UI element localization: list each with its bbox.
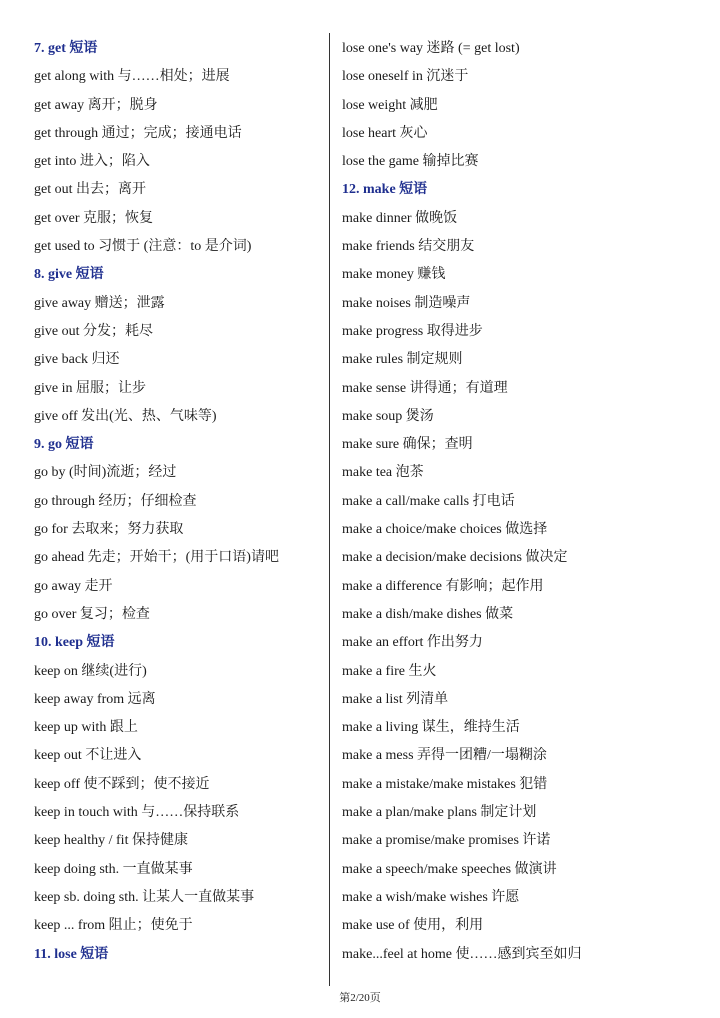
phrase-entry: go by (时间)流逝；经过 xyxy=(34,465,177,481)
phrase-entry: go for 去取来；努力获取 xyxy=(34,522,184,538)
phrase-entry: get along with 与……相处；进展 xyxy=(34,69,230,85)
phrase-entry: go through 经历；仔细检查 xyxy=(34,493,197,509)
phrase-entry: make a promise/make promises 许诺 xyxy=(342,833,551,849)
phrase-entry: lose one's way 迷路 (= get lost) xyxy=(342,41,520,56)
phrase-entry: make a living 谋生，维持生活 xyxy=(342,720,520,736)
phrase-entry: get over 克服；恢复 xyxy=(34,210,153,226)
section-heading: 9. go 短语 xyxy=(34,437,94,453)
phrase-entry: make a dish/make dishes 做菜 xyxy=(342,606,514,622)
phrase-entry: keep in touch with 与……保持联系 xyxy=(34,805,240,821)
phrase-entry: give out 分发；耗尽 xyxy=(34,323,153,339)
phrase-entry: keep out 不让进入 xyxy=(34,748,142,764)
phrase-entry: go over 复习；检查 xyxy=(34,606,150,622)
phrase-entry: keep sb. doing sth. 让某人一直做某事 xyxy=(34,889,255,905)
phrase-entry: keep up with 跟上 xyxy=(34,720,138,736)
section-heading: 8. give 短语 xyxy=(34,267,104,283)
phrase-entry: go ahead 先走；开始干；(用于口语)请吧 xyxy=(34,550,279,566)
phrase-entry: make noises 制造噪声 xyxy=(342,295,471,311)
phrase-entry: lose weight 减肥 xyxy=(342,97,438,113)
column-divider xyxy=(329,33,330,986)
phrase-entry: give away 赠送；泄露 xyxy=(34,295,165,311)
phrase-entry: make a call/make calls 打电话 xyxy=(342,493,515,509)
phrase-entry: get into 进入；陷入 xyxy=(34,154,150,170)
section-heading: 7. get 短语 xyxy=(34,41,98,56)
phrase-entry: keep ... from 阻止；使免于 xyxy=(34,918,193,934)
phrase-entry: get away 离开；脱身 xyxy=(34,97,158,113)
phrase-entry: get through 通过；完成；接通电话 xyxy=(34,125,242,141)
phrase-entry: keep off 使不踩到；使不接近 xyxy=(34,776,210,792)
phrase-entry: go away 走开 xyxy=(34,578,113,594)
phrase-entry: make sure 确保；查明 xyxy=(342,437,473,453)
phrase-entry: keep healthy / fit 保持健康 xyxy=(34,833,188,849)
phrase-entry: get used to 习惯于 (注意：to 是介词) xyxy=(34,239,252,255)
phrase-entry: make sense 讲得通；有道理 xyxy=(342,380,508,396)
section-heading: 11. lose 短语 xyxy=(34,946,109,962)
phrase-entry: keep away from 远离 xyxy=(34,691,156,707)
phrase-entry: make an effort 作出努力 xyxy=(342,635,483,651)
left-column xyxy=(34,35,324,969)
phrase-entry: make soup 煲汤 xyxy=(342,408,434,424)
phrase-entry: make a wish/make wishes 许愿 xyxy=(342,889,520,905)
phrase-entry: make money 赚钱 xyxy=(342,267,446,283)
phrase-entry: keep on 继续(进行) xyxy=(34,663,147,679)
phrase-entry: lose oneself in 沉迷于 xyxy=(342,69,469,85)
phrase-entry: make a fire 生火 xyxy=(342,663,437,679)
right-column xyxy=(342,35,702,969)
phrase-entry: make tea 泡茶 xyxy=(342,465,424,481)
phrase-entry: make a difference 有影响；起作用 xyxy=(342,578,544,594)
phrase-entry: lose heart 灰心 xyxy=(342,125,428,141)
phrase-entry: give in 屈服；让步 xyxy=(34,380,146,396)
phrase-entry: make...feel at home 使……感到宾至如归 xyxy=(342,946,582,962)
phrase-entry: make a mess 弄得一团糟/一塌糊涂 xyxy=(342,748,547,764)
phrase-entry: lose the game 输掉比赛 xyxy=(342,154,479,170)
section-heading: 12. make 短语 xyxy=(342,182,428,198)
phrase-entry: get out 出去；离开 xyxy=(34,182,146,198)
phrase-entry: make progress 取得进步 xyxy=(342,323,483,339)
phrase-entry: make a speech/make speeches 做演讲 xyxy=(342,861,557,877)
phrase-entry: make a plan/make plans 制定计划 xyxy=(342,805,537,821)
phrase-entry: make a mistake/make mistakes 犯错 xyxy=(342,776,548,792)
phrase-entry: make a list 列清单 xyxy=(342,691,449,707)
phrase-entry: make rules 制定规则 xyxy=(342,352,463,368)
phrase-entry: make dinner 做晚饭 xyxy=(342,210,458,226)
phrase-entry: give back 归还 xyxy=(34,352,120,368)
phrase-entry: give off 发出(光、热、气味等) xyxy=(34,408,217,424)
phrase-entry: make use of 使用，利用 xyxy=(342,918,484,934)
phrase-entry: make friends 结交朋友 xyxy=(342,239,475,255)
section-heading: 10. keep 短语 xyxy=(34,635,115,651)
phrase-entry: keep doing sth. 一直做某事 xyxy=(34,861,193,877)
phrase-entry: make a choice/make choices 做选择 xyxy=(342,522,548,538)
page-number: 第2/20页 xyxy=(339,992,381,1004)
phrase-entry: make a decision/make decisions 做决定 xyxy=(342,550,568,566)
